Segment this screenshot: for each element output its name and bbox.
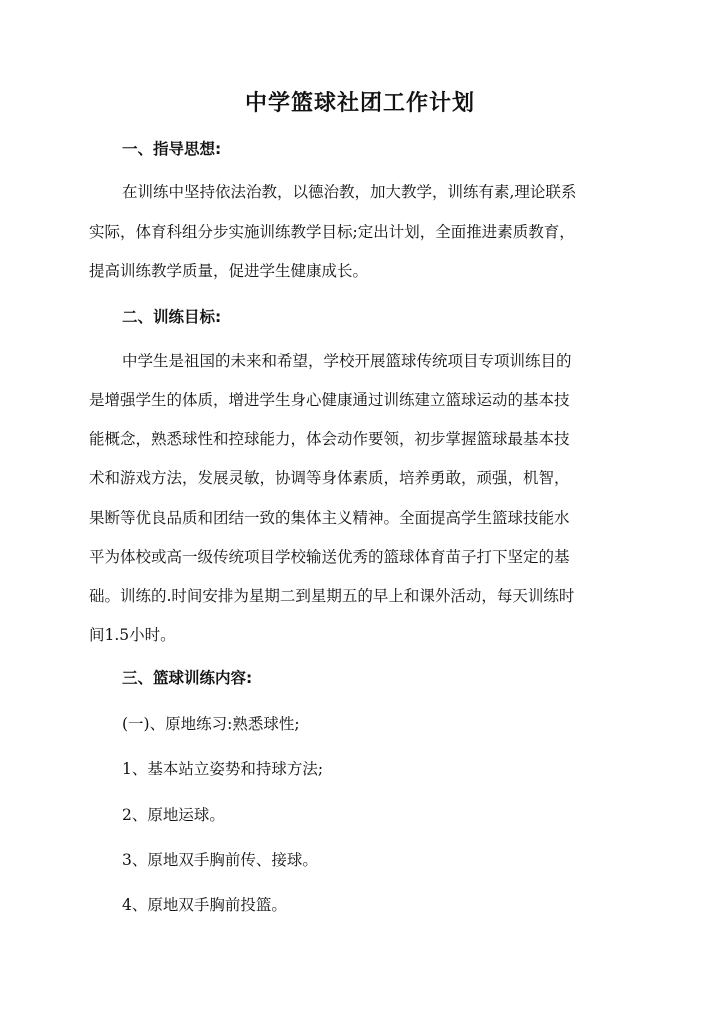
paragraph-line: 实际，体育科组分步实施训练教学目标;定出计划，全面推进素质教育， <box>89 223 575 241</box>
paragraph-line: 础。训练的.时间安排为星期二到星期五的早上和课外活动，每天训练时 <box>89 587 575 605</box>
paragraph-line: 提高训练教学质量，促进学生健康成长。 <box>89 262 369 280</box>
section-heading-training-content: 三、篮球训练内容: <box>122 669 253 687</box>
paragraph-line: 间1.5小时。 <box>89 626 176 644</box>
paragraph-line: 中学生是祖国的未来和希望，学校开展篮球传统项目专项训练目的 <box>122 352 572 370</box>
section-heading-training-goals: 二、训练目标: <box>122 308 222 326</box>
list-item: 4、原地双手胸前投篮。 <box>122 896 287 914</box>
paragraph-line: 术和游戏方法，发展灵敏，协调等身体素质，培养勇敢，顽强，机智， <box>89 469 570 487</box>
list-item: 2、原地运球。 <box>122 806 225 824</box>
paragraph-line: 果断等优良品质和团结一致的集体主义精神。全面提高学生篮球技能水 <box>89 509 570 527</box>
list-item: 3、原地双手胸前传、接球。 <box>122 851 318 869</box>
list-item: (一)、原地练习:熟悉球性; <box>122 715 300 733</box>
list-item: 1、基本站立姿势和持球方法; <box>122 760 324 778</box>
document-title: 中学篮球社团工作计划 <box>244 91 475 116</box>
paragraph-line: 平为体校或高一级传统项目学校输送优秀的篮球体育苗子打下坚定的基 <box>89 548 570 566</box>
paragraph-line: 是增强学生的体质，增进学生身心健康通过训练建立篮球运动的基本技 <box>89 391 570 409</box>
section-heading-guiding-ideology: 一、指导思想: <box>122 140 222 158</box>
paragraph-line: 能概念，熟悉球性和控球能力，体会动作要领，初步掌握篮球最基本技 <box>89 430 570 448</box>
paragraph-line: 在训练中坚持依法治教，以德治教，加大教学，训练有素,理论联系 <box>122 183 577 201</box>
